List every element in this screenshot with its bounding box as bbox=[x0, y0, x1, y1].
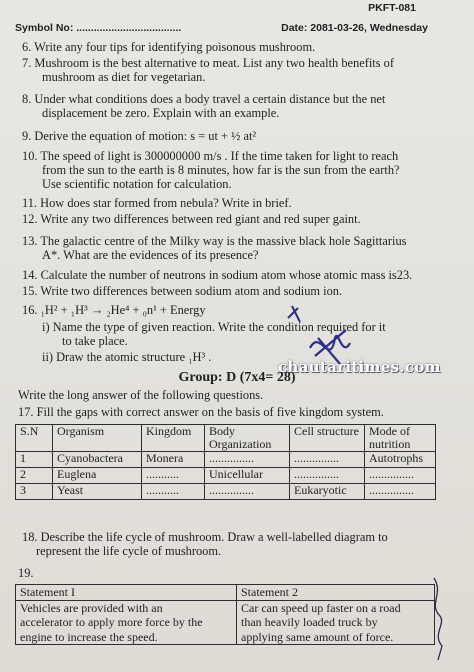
question-9 bbox=[22, 129, 256, 143]
question-10 bbox=[22, 149, 400, 191]
question-16 bbox=[22, 303, 206, 317]
table-row bbox=[16, 452, 436, 468]
q18-text bbox=[22, 530, 388, 558]
question-6 bbox=[22, 40, 315, 54]
question-line: 12. Write any two differences between red giant and red super gaint. bbox=[22, 212, 361, 226]
header-sn: S.N bbox=[16, 425, 53, 452]
table-cell: ............... bbox=[365, 484, 436, 500]
table-cell: Autotrophs bbox=[365, 452, 436, 468]
statement-1-cell bbox=[16, 600, 237, 645]
exam-date: Date: 2081-03-26, Wednesday bbox=[281, 22, 428, 34]
question-15 bbox=[22, 284, 342, 298]
question-8 bbox=[22, 92, 385, 120]
header-mode-of-nutrition: Mode of nutrition bbox=[365, 425, 436, 452]
table-cell: Yeast bbox=[53, 484, 142, 500]
question-line: 6. Write any four tips for identifying poisonous mushroom. bbox=[22, 40, 316, 54]
table-cell: ........... bbox=[142, 468, 205, 484]
q16-part-ii: ii) Draw the atomic structure ₁H³ . bbox=[42, 350, 212, 364]
margin-scribble bbox=[424, 574, 454, 664]
question-14 bbox=[22, 268, 412, 282]
watermark: chautaritimes.com bbox=[278, 358, 441, 376]
q16-part-i-cont: to take place. bbox=[62, 334, 128, 348]
table-row bbox=[16, 484, 436, 500]
table-cell: ............... bbox=[290, 452, 365, 468]
q17-text: 17. Fill the gaps with correct answer on the basis of five kingdom system. bbox=[18, 405, 384, 419]
question-line: 14. Calculate the number of neutrons in sodium atom whose atomic mass is23. bbox=[22, 268, 413, 282]
statement-1-line: accelerator to apply more force by the bbox=[20, 615, 203, 629]
question-line: 15. Write two differences between sodium atom and sodium ion. bbox=[22, 284, 343, 298]
question-line: 16. ₁H² + ₁H³ → ₂He⁴ + ₀n¹ + Energy bbox=[22, 303, 206, 317]
table-cell: 1 bbox=[16, 452, 53, 468]
paper-code: PKFT-081 bbox=[368, 2, 416, 14]
kingdom-table bbox=[15, 424, 436, 500]
statement-2-line: Car can speed up faster on a road bbox=[241, 600, 401, 615]
table-cell: ............... bbox=[205, 452, 290, 468]
statement-table-row bbox=[16, 600, 435, 645]
question-11 bbox=[22, 196, 292, 210]
q18-line-1: 18. Describe the life cycle of mushroom. Draw a well-labelled diagram to bbox=[22, 530, 388, 544]
table-cell: Unicellular bbox=[205, 468, 290, 484]
question-line: 8. Under what conditions does a body travel a certain distance but the net bbox=[22, 92, 386, 106]
question-line: mushroom as diet for vegetarian. bbox=[42, 70, 206, 84]
table-cell: ........... bbox=[142, 484, 205, 500]
table-cell: ............... bbox=[365, 468, 436, 484]
question-line: A*. What are the evidences of its presence? bbox=[42, 248, 259, 262]
question-line: displacement be zero. Explain with an example. bbox=[42, 106, 280, 120]
header-organism: Organism bbox=[53, 425, 142, 452]
statement-1-line: engine to increase the speed. bbox=[20, 629, 158, 644]
question-12 bbox=[22, 212, 361, 226]
header-statement-2: Statement 2 bbox=[237, 585, 435, 601]
symbol-number: Symbol No: .................................... bbox=[15, 22, 182, 34]
question-line: 9. Derive the equation of motion: s = ut + ½ at² bbox=[22, 129, 257, 143]
group-heading: Group: D (7x4= 28) bbox=[178, 370, 296, 385]
question-7 bbox=[22, 56, 394, 84]
statement-table-header bbox=[16, 585, 435, 601]
header-cell-structure: Cell structure bbox=[290, 425, 365, 452]
table-cell: ............... bbox=[290, 468, 365, 484]
table-cell: Cyanobactera bbox=[53, 452, 142, 468]
statement-table bbox=[15, 584, 435, 645]
question-13 bbox=[22, 234, 406, 262]
table-cell: 2 bbox=[16, 468, 53, 484]
q16-part-i: i) Name the type of given reaction. Write the condition required for it bbox=[42, 320, 386, 334]
kingdom-table-header bbox=[16, 425, 436, 452]
question-line: Use scientific notation for calculation. bbox=[42, 177, 232, 191]
question-line: 11. How does star formed from nebula? Write in brief. bbox=[22, 196, 292, 210]
q18-line-2: represent the life cycle of mushroom. bbox=[36, 544, 222, 558]
ink-scribble bbox=[280, 298, 360, 378]
table-cell: Euglena bbox=[53, 468, 142, 484]
q19-number: 19. bbox=[18, 566, 34, 580]
question-line: 10. The speed of light is 300000000 m/s . If the time taken for light to reach bbox=[22, 149, 399, 163]
statement-2-line: than heavily loaded truck by bbox=[241, 615, 378, 629]
table-cell: Monera bbox=[142, 452, 205, 468]
instruction: Write the long answer of the following questions. bbox=[18, 388, 264, 402]
question-line: 7. Mushroom is the best alternative to meat. List any two health benefits of bbox=[22, 56, 394, 70]
statement-1-line: Vehicles are provided with an bbox=[20, 600, 163, 615]
question-line: from the sun to the earth is 8 minutes, how far is the sun from the earth? bbox=[42, 163, 400, 177]
statement-2-cell bbox=[237, 600, 435, 645]
table-cell: 3 bbox=[16, 484, 53, 500]
statement-2-line: applying same amount of force. bbox=[241, 629, 394, 644]
question-line: 13. The galactic centre of the Milky way is the massive black hole Sagittarius bbox=[22, 234, 407, 248]
header-body-organization: Body Organization bbox=[205, 425, 290, 452]
header-statement-1: Statement I bbox=[16, 585, 237, 601]
table-cell: ............... bbox=[205, 484, 290, 500]
table-cell: Eukaryotic bbox=[290, 484, 365, 500]
header-kingdom: Kingdom bbox=[142, 425, 205, 452]
kingdom-table-body bbox=[16, 452, 436, 500]
table-row bbox=[16, 468, 436, 484]
